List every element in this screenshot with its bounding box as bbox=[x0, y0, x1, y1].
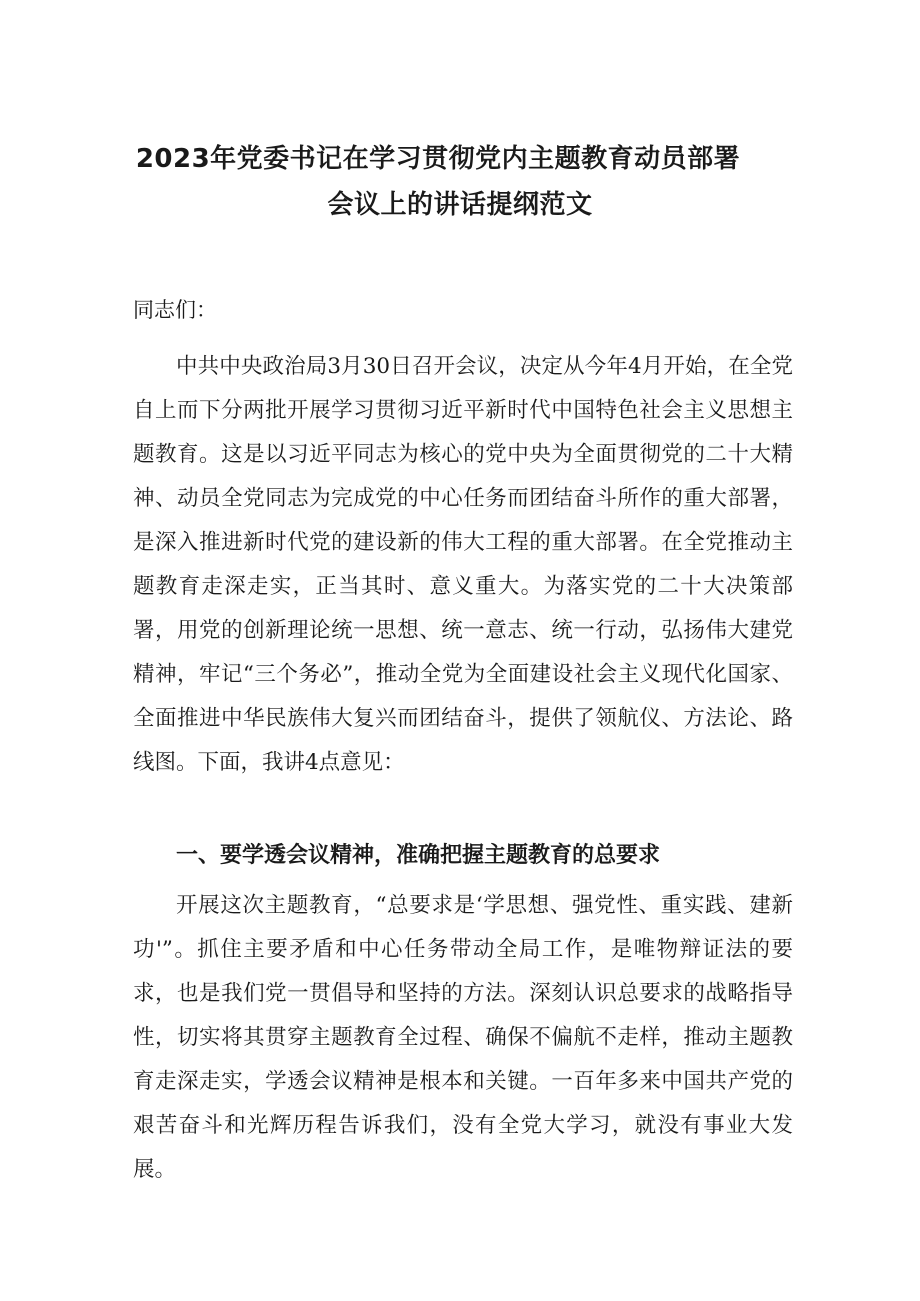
salutation: 同志们： bbox=[133, 298, 217, 322]
document-title-line-1: 2023年党委书记在学习贯彻党内主题教育动员部署 bbox=[135, 144, 741, 174]
paragraph-intro: 中共中央政治局3月30日召开会议，决定从今年4月开始，在全党自上而下分两批开展学习贯彻习近平新时代中国特色社会主义思想主题教育。这是以习近平同志为核心的党中央为全面贯彻党的二十大精神、动员全党同志为完成党的中心任务而团结奋斗所作的重大部署，是深入推进新时代党的建设新的伟大工程的重大部署。在全党推动主题教育走深走实，正当其时、意义重大。为落实党的二十大决策部署，用党的创新理论统一思想、统一意志、统一行动，弘扬伟大建党精神，牢记“三个务必”，推动全党为全面建设社会主义现代化国家、全面推进中华民族伟大复兴而团结奋斗，提供了领航仪、方法论、路线图。下面，我讲4点意见： bbox=[133, 354, 793, 775]
paragraph-section-1: 开展这次主题教育，“总要求是‘学思想、强党性、重实践、建新功'”。抓住主要矛盾和中心任务带动全局工作，是唯物辩证法的要求，也是我们党一贯倡导和坚持的方法。深刻认识总要求的战略指导性，切实将其贯穿主题教育全过程、确保不偏航不走样，推动主题教育走深走实，学透会议精神是根本和关键。一百年多来中国共产党的艰苦奋斗和光辉历程告诉我们，没有全党大学习，就没有事业大发展。 bbox=[133, 893, 793, 1182]
document-title-line-2: 会议上的讲话提纲范文 bbox=[327, 190, 593, 220]
section-heading-1: 一、要学透会议精神，准确把握主题教育的总要求 bbox=[176, 843, 661, 868]
